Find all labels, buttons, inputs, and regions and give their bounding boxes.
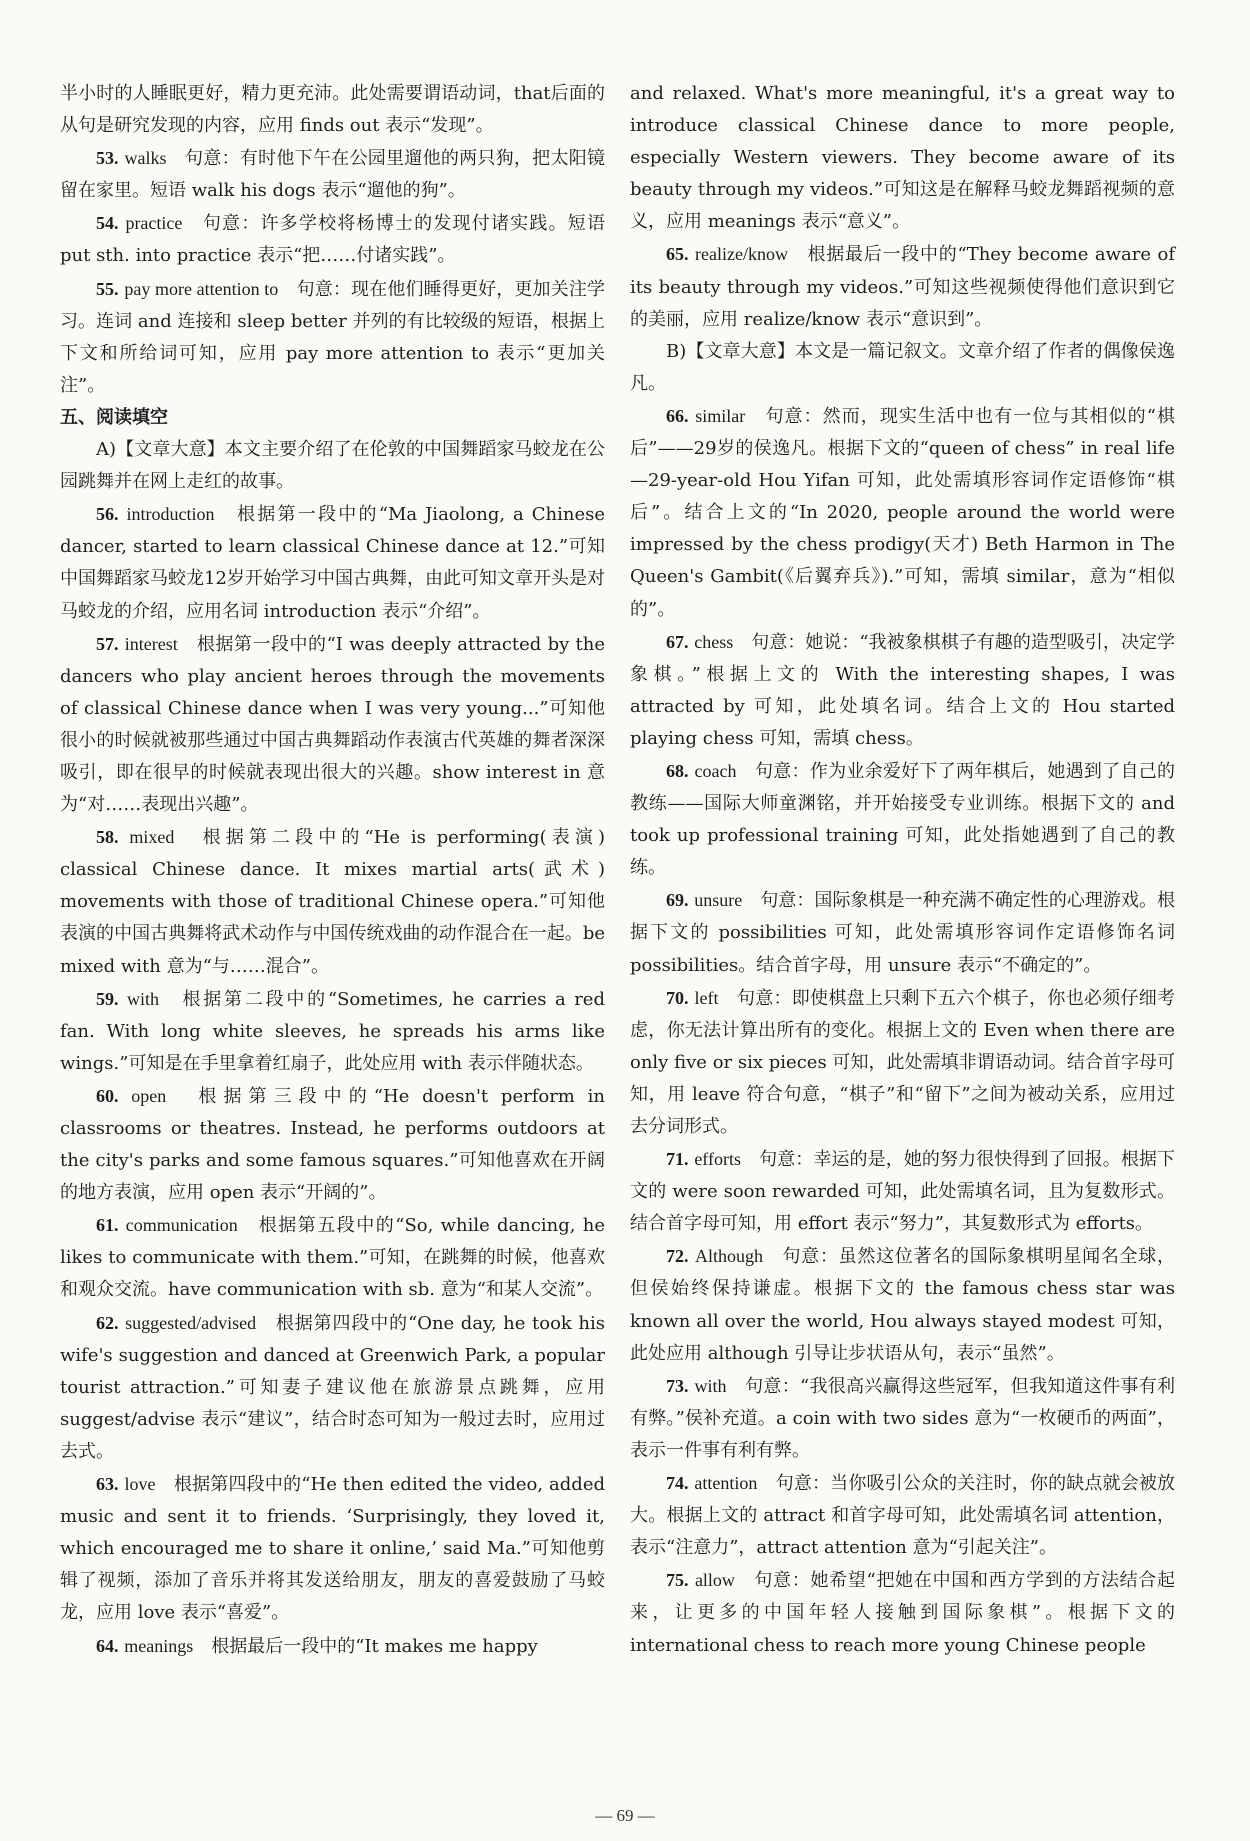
section-heading: 五、阅读填空 <box>60 406 168 428</box>
item-answer: allow <box>694 1570 735 1591</box>
passage-summary <box>60 434 605 498</box>
item-explanation: 根据第五段中的“So, while dancing, he likes to communicate with them.”可知，在跳舞的时候，他喜欢和观众交流。have communication with sb. 意为“和某人交流”。 <box>60 1215 605 1301</box>
paragraph-text: 半小时的人睡眠更好，精力更充沛。此处需要谓语动词，that后面的从句是研究发现的内容，应用 finds out 表示“发现”。 <box>60 83 605 137</box>
paragraph-text: and relaxed. What's more meaningful, it's a great way to introduce classical Chinese dance to more people, especially Western viewers. They become aware of its beauty through my videos.”可知这是在解释马蛟龙舞蹈视频的意义，应用 meanings 表示“意义”。 <box>630 83 1175 233</box>
item-explanation: 根据第一段中的“I was deeply attracted by the dancers who play ancient heroes through the movements of classical Chinese dance when I was very young...”可知他很小的时候就被那些通过中国古典舞蹈动作表演古代英雄的舞者深深吸引，即在很早的时候就表现出很大的兴趣。show interest in 意为“对……表现出兴趣”。 <box>60 633 606 816</box>
item-explanation: 句意：幸运的是，她的努力很快得到了回报。根据下文的 were soon rewarded 可知，此处需填名词，且为复数形式。结合首字母可知，用 effort 表示“努力”，其复数形式为 efforts。 <box>630 1149 1175 1235</box>
item-explanation: 根据第四段中的“He then edited the video, added music and sent it to friends. ‘Surprisingly, they loved it, which encouraged me to share it online,’ said Ma.”可知他剪辑了视频，添加了音乐并将其发送给朋友，朋友的喜爱鼓励了马蛟龙，应用 love 表示“喜爱”。 <box>60 1474 605 1624</box>
continued-paragraph <box>60 78 605 142</box>
item-explanation: 句意：许多学校将杨博士的发现付诸实践。短语 put sth. into practice 表示“把……付诸实践”。 <box>60 213 605 267</box>
item-answer: walks <box>124 148 167 169</box>
item-number: 56. <box>96 504 119 525</box>
right-column <box>630 78 1175 1662</box>
summary-text: 本文是一篇记叙文。文章介绍了作者的偶像侯逸凡。 <box>630 340 1176 394</box>
item-answer: with <box>694 1375 727 1396</box>
item-answer: communication <box>125 1215 238 1236</box>
answer-item <box>630 1564 1175 1661</box>
item-number: 57. <box>96 633 119 654</box>
answer-item <box>60 1080 605 1209</box>
item-explanation: 句意：国际象棋是一种充满不确定性的心理游戏。根据下文的 possibilities 可知，此处需填形容词作定语修饰名词 possibilities。结合首字母，用 unsure 表示“不确定的”。 <box>630 890 1175 976</box>
answer-item <box>60 1307 605 1468</box>
item-explanation: 根据最后一段中的“They become aware of its beauty through my videos.”可知这些视频使得他们意识到它的美丽，应用 realize/know 表示“意识到”。 <box>630 244 1175 330</box>
item-number: 60. <box>96 1085 119 1106</box>
left-column <box>60 78 605 1663</box>
item-answer: introduction <box>126 504 215 525</box>
item-number: 63. <box>96 1474 119 1495</box>
continued-paragraph <box>630 78 1175 238</box>
answer-item <box>630 884 1175 981</box>
item-answer: similar <box>695 405 746 426</box>
summary-label: A)【文章大意】 <box>96 439 225 461</box>
answer-item <box>60 273 605 402</box>
answer-item <box>630 982 1175 1143</box>
answer-item <box>60 1630 605 1663</box>
item-answer: love <box>124 1474 156 1495</box>
item-explanation: 句意：“我很高兴赢得这些冠军，但我知道这件事有利有弊。”侯补充道。a coin with two sides 意为“一枚硬币的两面”，表示一件事有利有弊。 <box>630 1375 1176 1461</box>
item-number: 73. <box>666 1375 689 1396</box>
answer-item <box>630 1240 1175 1369</box>
item-answer: chess <box>694 631 734 652</box>
answer-item <box>60 983 605 1080</box>
item-answer: attention <box>694 1473 758 1494</box>
item-answer: interest <box>124 633 178 654</box>
item-number: 62. <box>96 1312 119 1333</box>
item-explanation: 根据第二段中的“He is performing(表演) classical Chinese dance. It mixes martial arts(武术) movements with those of traditional Chinese opera.”可知他表演的中国古典舞将武术动作与中国传统戏曲的动作混合在一起。be mixed with 意为“与……混合”。 <box>60 827 606 977</box>
item-explanation: 根据最后一段中的“It makes me happy <box>211 1635 538 1657</box>
item-explanation: 根据第一段中的“Ma Jiaolong, a Chinese dancer, started to learn classical Chinese dance at 12.”可知中国舞蹈家马蛟龙12岁开始学习中国古典舞，由此可知文章开头是对马蛟龙的介绍，应用名词 introduction 表示“介绍”。 <box>60 504 606 622</box>
item-answer: unsure <box>694 890 743 911</box>
item-number: 69. <box>666 890 689 911</box>
item-number: 75. <box>666 1570 689 1591</box>
item-explanation: 句意：即使棋盘上只剩下五六个棋子，你也必须仔细考虑，你无法计算出所有的变化。根据上文的 Even when there are only five or six pieces 可知，此处需填非谓语动词。结合首字母可知，用 leave 符合句意，“棋子”和“留下”之间为被动关系，应用过去分词形式。 <box>630 987 1175 1137</box>
item-number: 67. <box>666 631 689 652</box>
page-number: — 69 — <box>595 1806 655 1825</box>
item-number: 70. <box>666 987 689 1008</box>
item-number: 59. <box>96 988 119 1009</box>
item-explanation: 句意：作为业余爱好下了两年棋后，她遇到了自己的教练——国际大师童渊铭，并开始接受专业训练。根据下文的 and took up professional training 可知，此处指她遇到了自己的教练。 <box>630 760 1175 879</box>
answer-item <box>630 1370 1175 1467</box>
answer-item <box>630 1467 1175 1564</box>
answer-item <box>60 1209 605 1306</box>
item-answer: realize/know <box>694 244 788 265</box>
answer-item <box>630 400 1175 626</box>
item-answer: Although <box>694 1246 763 1267</box>
item-explanation: 句意：她说：“我被象棋棋子有趣的造型吸引，决定学象棋。”根据上文的 With the interesting shapes, I was attracted by 可知，此处填名词。结合上文的 Hou started playing chess 可知，需填 chess。 <box>630 631 1175 749</box>
item-explanation: 根据第三段中的“He doesn't perform in classrooms or theatres. Instead, he performs outdoors at the city's parks and some famous squares.”可知他喜欢在开阔的地方表演，应用 open 表示“开阔的”。 <box>60 1085 605 1204</box>
answer-item <box>60 207 605 272</box>
item-number: 66. <box>666 405 689 426</box>
item-answer: meanings <box>124 1635 194 1656</box>
item-answer: efforts <box>694 1149 741 1170</box>
item-number: 72. <box>666 1246 689 1267</box>
item-answer: left <box>694 987 719 1008</box>
item-explanation: 句意：她希望“把她在中国和西方学到的方法结合起来，让更多的中国年轻人接触到国际象棋”。根据下文的 international chess to reach more young Chinese people <box>630 1570 1175 1656</box>
answer-item <box>60 628 605 822</box>
answer-item <box>630 238 1175 335</box>
item-explanation: 句意：有时他下午在公园里遛他的两只狗，把太阳镜留在家里。短语 walk his dogs 表示“遛他的狗”。 <box>60 148 605 202</box>
item-number: 65. <box>666 244 689 265</box>
answer-item <box>630 626 1175 755</box>
item-number: 68. <box>666 760 689 781</box>
item-number: 58. <box>96 827 119 848</box>
answer-item <box>60 821 605 982</box>
item-answer: with <box>126 988 159 1009</box>
summary-text: 本文主要介绍了在伦敦的中国舞蹈家马蛟龙在公园跳舞并在网上走红的故事。 <box>60 439 605 493</box>
item-number: 55. <box>96 278 119 299</box>
item-answer: mixed <box>129 827 175 848</box>
summary-label: B)【文章大意】 <box>666 340 795 362</box>
item-explanation: 根据第二段中的“Sometimes, he carries a red fan. With long white sleeves, he spreads his arms like wings.”可知是在手里拿着红扇子，此处应用 with 表示伴随状态。 <box>60 988 605 1074</box>
item-number: 64. <box>96 1635 119 1656</box>
item-answer: coach <box>694 760 737 781</box>
item-answer: pay more attention to <box>124 278 279 299</box>
answer-item <box>630 755 1175 884</box>
item-explanation: 句意：虽然这位著名的国际象棋明星闻名全球，但侯始终保持谦虚。根据下文的 the famous chess star was known all over the world, Hou always stayed modest 可知，此处应用 although 引导让步状语从句，表示“虽然”。 <box>630 1246 1176 1364</box>
item-answer: open <box>131 1085 167 1106</box>
item-number: 61. <box>96 1215 119 1236</box>
item-explanation: 根据第四段中的“One day, he took his wife's suggestion and danced at Greenwich Park, a popular tourist attraction.”可知妻子建议他在旅游景点跳舞，应用 suggest/advise 表示“建议”，结合时态可知为一般过去时，应用过去式。 <box>60 1312 605 1462</box>
answer-item <box>60 142 605 207</box>
item-number: 54. <box>96 213 119 234</box>
item-explanation: 句意：当你吸引公众的关注时，你的缺点就会被放大。根据上文的 attract 和首字母可知，此处需填名词 attention，表示“注意力”，attract attention 意为“引起关注”。 <box>630 1473 1176 1559</box>
item-answer: suggested/advised <box>125 1312 257 1333</box>
item-explanation: 句意：现在他们睡得更好，更加关注学习。连词 and 连接和 sleep better 并列的有比较级的短语，根据上下文和所给词可知，应用 pay more attention to 表示“更加关注”。 <box>60 278 606 396</box>
item-number: 53. <box>96 148 119 169</box>
passage-summary <box>630 336 1175 400</box>
item-number: 71. <box>666 1149 689 1170</box>
item-number: 74. <box>666 1473 689 1494</box>
item-explanation: 句意：然而，现实生活中也有一位与其相似的“棋后”——29岁的侯逸凡。根据下文的“queen of chess” in real life—29-year-old Hou Yifan 可知，此处需填形容词作定语修饰“棋后”。结合上文的“In 2020, people around the world were impressed by the chess prodigy(天才) Beth Harmon in The Queen's Gambit(《后翼弃兵》).”可知，需填 similar，意为“相似的”。 <box>630 405 1176 620</box>
item-answer: practice <box>125 213 183 234</box>
answer-item <box>60 1468 605 1629</box>
answer-item <box>630 1143 1175 1240</box>
answer-item <box>60 498 605 627</box>
